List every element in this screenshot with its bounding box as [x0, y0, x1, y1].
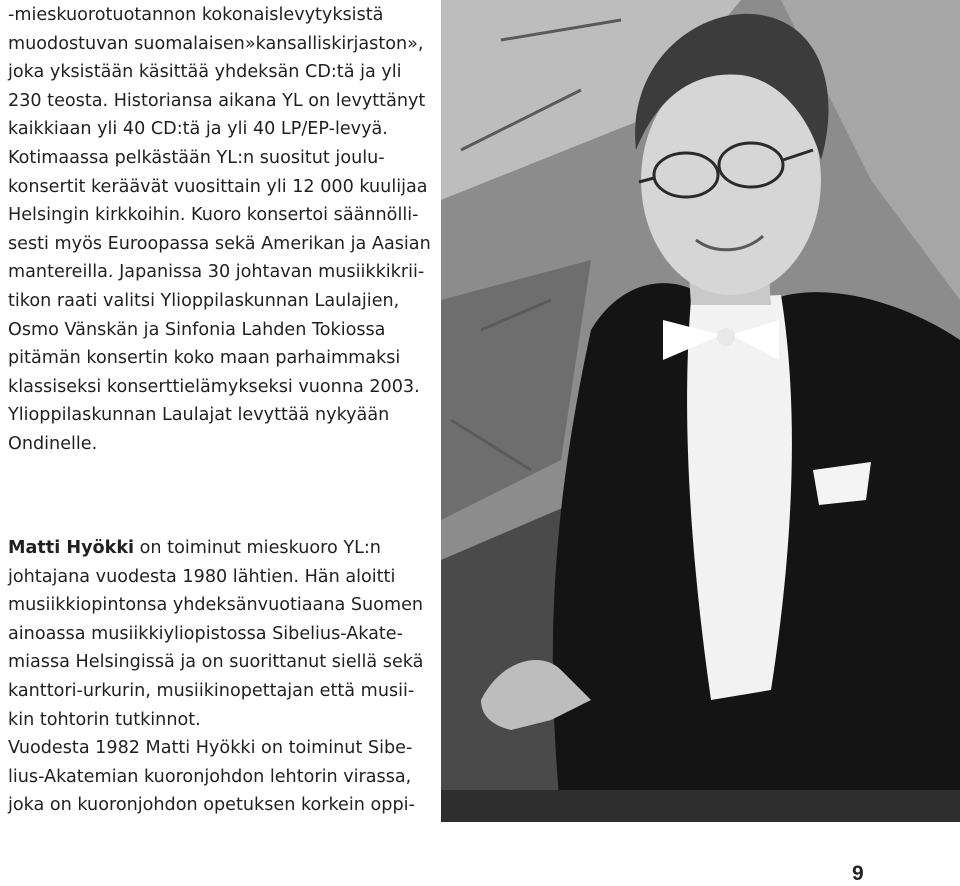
body-text-line: pitämän konsertin koko maan parhaimmaksi — [8, 348, 401, 369]
body-text-line: Ylioppilaskunnan Laulajat levyttää nykyään — [8, 405, 390, 426]
body-text-line: kaikkiaan yli 40 CD:tä ja yli 40 LP/EP-levyä. — [8, 119, 388, 140]
body-text-line: klassiseksi konserttielämykseksi vuonna 2003. — [8, 376, 420, 397]
body-text-line: musiikkiopintonsa yhdeksänvuotiaana Suomen — [8, 595, 424, 616]
text-column-bottom — [8, 534, 433, 820]
body-text-line: muodostuvan suomalaisen»kansalliskirjaston», — [8, 33, 424, 54]
body-text-line: kin tohtorin tutkinnot. — [8, 709, 201, 730]
body-text-line: sesti myös Euroopassa sekä Amerikan ja Aasian — [8, 233, 431, 254]
portrait-illustration — [441, 0, 960, 822]
conductor-name: Matti Hyökki — [8, 538, 135, 558]
body-text-line: Vuodesta 1982 Matti Hyökki on toiminut Sibe- — [8, 738, 413, 759]
body-text-line: konsertit keräävät vuosittain yli 12 000 kuulijaa — [8, 176, 428, 197]
page-number: 9 — [852, 862, 864, 885]
body-text-line: joka yksistään käsittää yhdeksän CD:tä ja yli — [8, 62, 402, 83]
body-text-line: tikon raati valitsi Ylioppilaskunnan Laulajien, — [8, 290, 400, 311]
body-text-line: mantereilla. Japanissa 30 johtavan musiikkikrii- — [8, 262, 425, 283]
portrait-photo — [441, 0, 960, 822]
body-text-line: miassa Helsingissä ja on suorittanut siellä sekä — [8, 652, 424, 673]
body-text-line: johtajana vuodesta 1980 lähtien. Hän aloitti — [8, 566, 396, 587]
body-text-line: ainoassa musiikkiyliopistossa Sibelius-Akate- — [8, 623, 403, 644]
body-text-line: Kotimaassa pelkästään YL:n suositut joulu- — [8, 147, 385, 168]
body-text-line: Helsingin kirkkoihin. Kuoro konsertoi säännölli- — [8, 205, 419, 226]
bio-first-line-rest: on toiminut mieskuoro YL:n — [134, 538, 381, 558]
body-text-line: lius-Akatemian kuoronjohdon lehtorin virassa, — [8, 766, 412, 787]
body-text-line: Ondinelle. — [8, 433, 98, 454]
bio-first-line — [8, 534, 433, 563]
body-text-line: -mieskuorotuotannon kokonaislevytyksistä — [8, 5, 384, 25]
body-text-line: 230 teosta. Historiansa aikana YL on levyttänyt — [8, 90, 426, 111]
text-column-top — [8, 1, 433, 459]
body-text-line: Osmo Vänskän ja Sinfonia Lahden Tokiossa — [8, 319, 386, 340]
body-text-line: joka on kuoronjohdon opetuksen korkein oppi- — [8, 795, 415, 816]
body-text-line: kanttori-urkurin, musiikinopettajan että musii- — [8, 680, 415, 701]
